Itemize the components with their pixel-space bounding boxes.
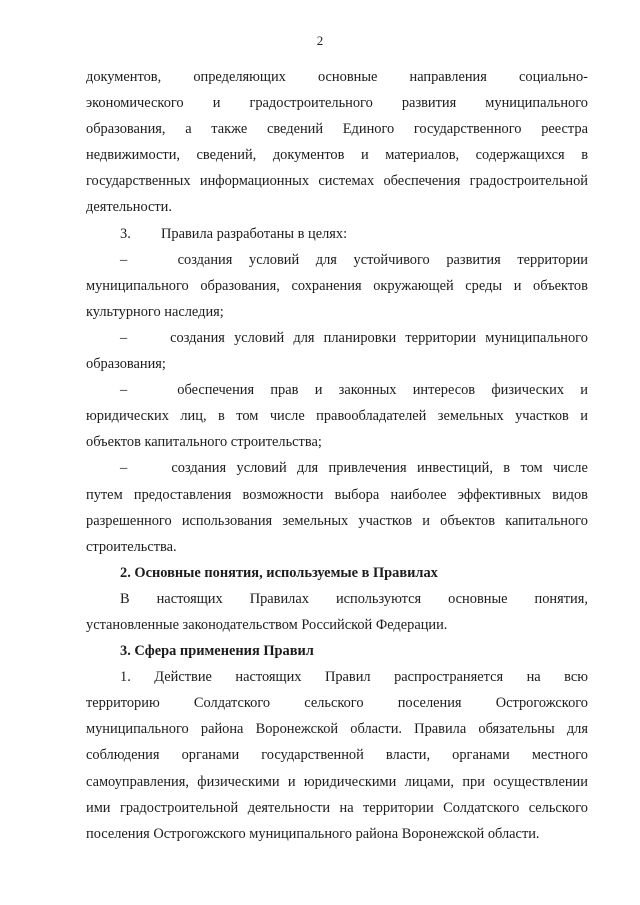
word: поселения: [397, 695, 462, 712]
word: образования,: [200, 277, 280, 294]
word: видов: [552, 486, 588, 503]
page-number: 2: [316, 33, 324, 48]
text-line: [86, 116, 588, 142]
word: района: [200, 721, 244, 738]
word: Воронежской: [255, 721, 339, 738]
word: создания: [171, 460, 227, 477]
word: социально-: [519, 69, 588, 85]
word: разрешенного: [86, 512, 172, 529]
word: документов,: [86, 69, 162, 85]
text-line: [86, 142, 588, 168]
word: и: [580, 382, 588, 399]
word: Правила разработаны в целях:: [161, 225, 348, 242]
word: для: [293, 329, 315, 346]
word: всю: [564, 669, 588, 686]
text-line: [86, 534, 588, 560]
word: градостроительной: [469, 173, 588, 190]
word: для: [297, 460, 319, 477]
word: градостроительной: [119, 799, 239, 816]
list-marker: –: [120, 460, 128, 477]
word: обязательны: [478, 721, 555, 738]
word: лицами,: [404, 773, 455, 790]
word: территорию: [86, 695, 160, 712]
text-line: [86, 664, 588, 690]
word: градостроительного: [249, 95, 373, 112]
text-line: [86, 455, 588, 481]
text-line: [86, 299, 588, 325]
word: объектов: [440, 512, 496, 529]
word: числе: [269, 408, 305, 425]
text-line: [86, 64, 588, 90]
word: органами: [181, 747, 240, 764]
word: условий: [236, 460, 287, 477]
word: содержащихся: [475, 147, 565, 164]
word: деятельности: [247, 799, 331, 816]
word: 3. Сфера применения Правил: [120, 643, 314, 660]
word: среды: [465, 277, 503, 294]
word: лиц,: [180, 408, 207, 425]
word: обеспечения: [383, 173, 461, 190]
word: создания: [170, 329, 225, 346]
word: создания: [177, 251, 233, 268]
word: культурного наследия;: [86, 303, 224, 320]
word: настоящих: [156, 590, 223, 607]
text-line: [86, 586, 588, 612]
word: государственной: [261, 747, 364, 764]
word: и: [580, 408, 588, 425]
word: В: [120, 590, 130, 607]
word: установленные законодательством Российской Федерации.: [86, 616, 448, 633]
word: эффективных: [457, 486, 541, 503]
word: устойчивого: [353, 251, 430, 268]
text-line: [86, 377, 588, 403]
word: документов: [272, 147, 345, 164]
word: направления: [409, 69, 487, 85]
text-line: [86, 351, 588, 377]
word: основные: [317, 69, 378, 85]
word: Солдатского: [193, 695, 271, 712]
word: привлечения: [328, 460, 407, 477]
section-heading: [86, 560, 588, 586]
word: экономического: [86, 95, 184, 112]
word: 2. Основные понятия, используемые в Правилах: [120, 564, 438, 581]
word: путем: [86, 486, 123, 503]
word: Правил: [324, 669, 371, 686]
word: местного: [531, 747, 588, 764]
word: муниципального: [485, 95, 588, 112]
word: самоуправления,: [86, 773, 189, 790]
word: сельского: [528, 799, 588, 816]
text-line: [86, 194, 588, 220]
word: Правила: [414, 721, 467, 738]
word: физическими: [197, 773, 280, 790]
word: муниципального: [86, 277, 189, 294]
word: образования;: [86, 356, 166, 373]
word: и: [513, 277, 522, 294]
word: Правилах: [249, 590, 309, 607]
word: земельных: [282, 512, 349, 529]
word: распространяется: [394, 669, 504, 686]
list-marker: –: [120, 251, 128, 268]
word: окружающей: [373, 277, 454, 294]
word: муниципального: [86, 721, 189, 738]
word: настоящих: [235, 669, 302, 686]
word: планировки: [323, 329, 397, 346]
word: системах: [318, 173, 375, 190]
word: и: [422, 512, 430, 529]
word: муниципального: [485, 329, 588, 346]
word: в: [503, 460, 511, 477]
text-line: [86, 508, 588, 534]
word: объектов капитального строительства;: [86, 434, 322, 451]
text-line: [86, 325, 588, 351]
word: юридическими: [303, 773, 397, 790]
list-marker: 3.: [120, 225, 131, 242]
section-heading: [86, 638, 588, 664]
word: для: [315, 251, 337, 268]
word: выбора: [334, 486, 380, 503]
list-marker: –: [120, 329, 128, 346]
word: числе: [552, 460, 588, 477]
word: обеспечения: [177, 382, 255, 399]
word: территории: [363, 799, 434, 816]
text-line: [86, 821, 588, 847]
word: материалов,: [385, 147, 460, 164]
word: капитального: [505, 512, 588, 529]
word: территории: [517, 251, 588, 268]
list-marker: –: [120, 382, 128, 399]
text-line: [86, 690, 588, 716]
text-line: [86, 247, 588, 273]
document-body: [86, 64, 588, 847]
word: том: [520, 460, 543, 477]
text-line: [86, 612, 588, 638]
word: условий: [249, 251, 300, 268]
word: Острогожского: [495, 695, 588, 712]
word: Действие: [154, 669, 212, 686]
word: для: [566, 721, 588, 738]
word: соблюдения: [86, 747, 160, 764]
word: инвестиций,: [416, 460, 493, 477]
word: также: [211, 121, 248, 138]
word: сельского: [304, 695, 364, 712]
word: юридических: [86, 408, 169, 425]
text-line: [86, 273, 588, 299]
word: поселения Острогожского муниципального района Воронежской области.: [86, 825, 540, 842]
word: физических: [491, 382, 565, 399]
word: недвижимости,: [86, 147, 180, 164]
word: на: [526, 669, 541, 686]
word: понятия,: [534, 590, 588, 607]
word: 1.: [120, 669, 131, 686]
word: возможности: [242, 486, 324, 503]
text-line: [86, 769, 588, 795]
word: на: [339, 799, 354, 816]
word: объектов: [533, 277, 588, 294]
text-line: [86, 795, 588, 821]
word: интересов: [412, 382, 476, 399]
word: строительства.: [86, 538, 177, 555]
word: Единого: [342, 121, 395, 138]
word: территории: [405, 329, 477, 346]
text-line: [86, 716, 588, 742]
word: условий: [234, 329, 285, 346]
word: предоставления: [133, 486, 232, 503]
text-line: [86, 168, 588, 194]
text-line: [86, 429, 588, 455]
word: и: [287, 773, 296, 790]
word: правообладателей: [316, 408, 427, 425]
word: участков: [358, 512, 413, 529]
word: наиболее: [390, 486, 447, 503]
word: сведений: [266, 121, 324, 138]
word: развития: [446, 251, 501, 268]
word: участков: [515, 408, 569, 425]
word: информационных: [199, 173, 310, 190]
text-line: [86, 482, 588, 508]
word: используются: [335, 590, 422, 607]
word: при: [462, 773, 485, 790]
word: образования,: [86, 121, 166, 138]
word: сохранения: [291, 277, 362, 294]
text-line: [86, 742, 588, 768]
word: Солдатского: [443, 799, 520, 816]
word: органами: [452, 747, 510, 764]
word: основные: [448, 590, 508, 607]
word: том: [236, 408, 259, 425]
word: законных: [338, 382, 397, 399]
word: и: [314, 382, 323, 399]
word: реестра: [541, 121, 588, 138]
text-line: [86, 403, 588, 429]
word: области.: [350, 721, 402, 738]
word: использования: [181, 512, 273, 529]
word: земельных: [437, 408, 504, 425]
word: ими: [86, 799, 111, 816]
word: определяющих: [193, 69, 286, 85]
word: и: [212, 95, 221, 112]
word: государственных: [86, 173, 191, 190]
word: развития: [401, 95, 457, 112]
word: сведений,: [196, 147, 257, 164]
word: и: [360, 147, 369, 164]
word: прав: [270, 382, 299, 399]
word: деятельности.: [86, 199, 172, 216]
word: а: [185, 121, 192, 138]
word: осуществлении: [493, 773, 588, 790]
word: государственного: [413, 121, 522, 138]
text-line: [86, 221, 588, 247]
word: власти,: [385, 747, 431, 764]
word: в: [218, 408, 225, 425]
word: в: [581, 147, 588, 164]
text-line: [86, 90, 588, 116]
